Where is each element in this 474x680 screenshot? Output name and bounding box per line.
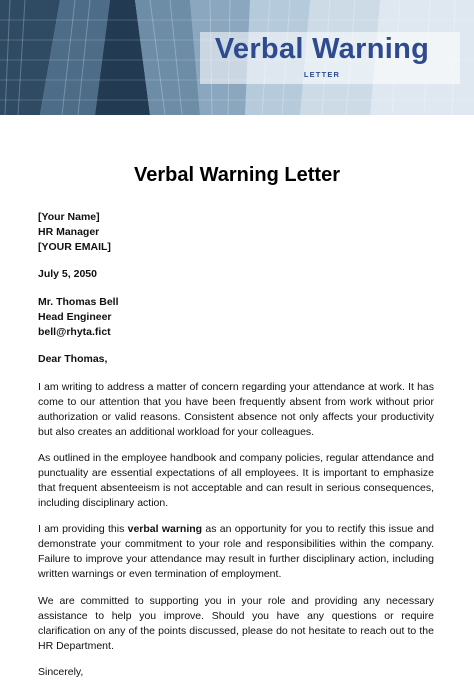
paragraph-3-end: as an opportunity for you to rectify this issue and demonstrate your commitment to your role and responsibilities within the company. Failure to improve your attendance may result in further disciplinary action, including written warnings or even termination of employment. bbox=[38, 523, 434, 580]
paragraph-2: As outlined in the employee handbook and company policies, regular attendance and punctuality are essential expectations of all employees. It is important to emphasize that frequent absenteeism is not acceptable and can result in serious consequences, including disciplinary action. bbox=[38, 452, 434, 509]
verbal-warning-emphasis: verbal warning bbox=[127, 523, 203, 535]
recipient-email: bell@rhyta.fict bbox=[38, 326, 111, 338]
letter-date: July 5, 2050 bbox=[38, 268, 97, 280]
document-title: Verbal Warning Letter bbox=[134, 164, 340, 186]
sender-email: [YOUR EMAIL] bbox=[38, 241, 111, 253]
closing: Sincerely, bbox=[38, 666, 84, 678]
paragraph-1: I am writing to address a matter of concern regarding your attendance at work. It has come to our attention that you have been frequently absent from work without prior authorization or valid reasons. Consistent absence not only affects your productivity but also creates an additional workload for your colleagues. bbox=[38, 381, 434, 438]
sender-name: [Your Name] bbox=[38, 211, 100, 223]
salutation: Dear Thomas, bbox=[38, 353, 108, 365]
sender-role: HR Manager bbox=[38, 226, 100, 238]
sender-block bbox=[38, 210, 434, 255]
header-banner bbox=[0, 0, 474, 115]
paragraph-3 bbox=[38, 522, 434, 582]
header-title: Verbal Warning bbox=[214, 33, 430, 65]
recipient-role: Head Engineer bbox=[38, 311, 112, 323]
paragraph-4: We are committed to supporting you in your role and providing any necessary assistance to help you improve. Should you have any questions or require clarification on any of the points discussed, please do not hesitate to reach out to the HR Department. bbox=[38, 595, 434, 652]
header-subtitle: LETTER bbox=[303, 70, 341, 79]
paragraph-3-start: I am providing this bbox=[38, 523, 128, 535]
recipient-block bbox=[38, 295, 434, 340]
recipient-name: Mr. Thomas Bell bbox=[38, 296, 119, 308]
